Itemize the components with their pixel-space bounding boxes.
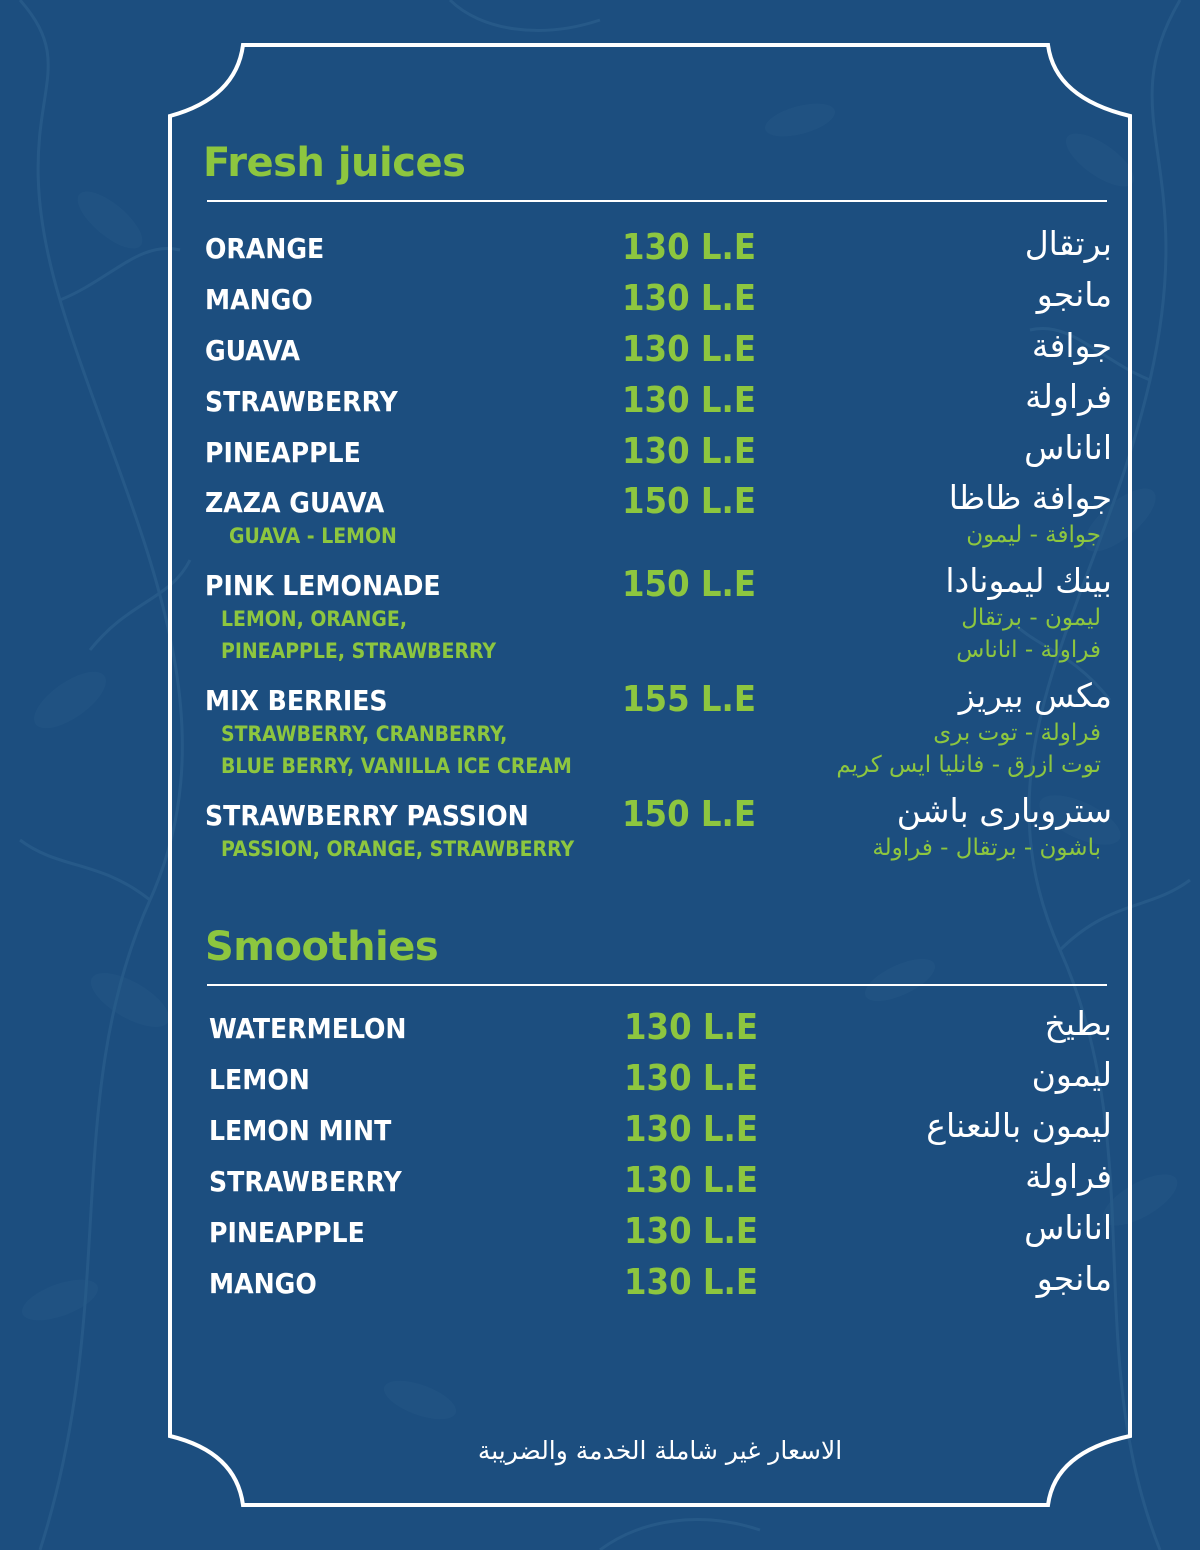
- item-name-ar: ليمون بالنعناع: [926, 1106, 1112, 1145]
- item-ingredients-en: LEMON, ORANGE,: [221, 607, 408, 631]
- item-name-en: LEMON: [209, 1063, 310, 1096]
- item-price: 130 L.E: [624, 1109, 758, 1150]
- item-name-ar: فراولة: [1025, 1157, 1112, 1196]
- item-name-ar: اناناس: [1024, 1208, 1112, 1247]
- item-name-ar: جوافة: [1031, 326, 1112, 365]
- item-name-ar: ستروبارى باشن: [896, 791, 1112, 830]
- item-name-en: ZAZA GUAVA: [205, 486, 385, 519]
- item-name-en: STRAWBERRY: [205, 385, 398, 418]
- item-name-en: PINK LEMONADE: [205, 569, 441, 602]
- item-ingredients-ar: جوافة - ليمون: [966, 522, 1101, 548]
- item-ingredients-en: PINEAPPLE, STRAWBERRY: [221, 639, 497, 663]
- item-price: 130 L.E: [622, 227, 756, 268]
- item-price: 130 L.E: [624, 1007, 758, 1048]
- item-price: 150 L.E: [622, 794, 756, 835]
- item-price: 130 L.E: [624, 1160, 758, 1201]
- item-name-en: PINEAPPLE: [209, 1216, 365, 1249]
- item-ingredients-en: GUAVA - LEMON: [229, 524, 397, 548]
- item-ingredients-ar: فراولة - اناناس: [956, 637, 1101, 663]
- item-price: 130 L.E: [622, 278, 756, 319]
- item-ingredients-en: BLUE BERRY, VANILLA ICE CREAM: [221, 754, 572, 778]
- item-name-ar: بطيخ: [1044, 1004, 1112, 1043]
- item-ingredients-ar: فراولة - توت برى: [933, 720, 1101, 746]
- item-price: 155 L.E: [622, 679, 756, 720]
- item-price: 150 L.E: [622, 481, 756, 522]
- item-ingredients-ar: ليمون - برتقال: [961, 605, 1101, 631]
- item-name-ar: فراولة: [1025, 377, 1112, 416]
- item-name-en: MANGO: [209, 1267, 317, 1300]
- item-name-ar: مكس بيريز: [958, 676, 1112, 715]
- item-price: 130 L.E: [622, 380, 756, 421]
- item-ingredients-en: STRAWBERRY, CRANBERRY,: [221, 722, 508, 746]
- item-name-en: GUAVA: [205, 334, 300, 367]
- section-divider: [207, 984, 1107, 986]
- item-ingredients-en: PASSION, ORANGE, STRAWBERRY: [221, 837, 575, 861]
- section-title: Smoothies: [205, 924, 439, 970]
- item-name-en: PINEAPPLE: [205, 436, 361, 469]
- item-name-en: ORANGE: [205, 232, 325, 265]
- item-price: 130 L.E: [622, 329, 756, 370]
- item-name-ar: اناناس: [1024, 428, 1112, 467]
- price-disclaimer: الاسعار غير شاملة الخدمة والضريبة: [477, 1436, 843, 1465]
- item-price: 130 L.E: [622, 431, 756, 472]
- item-name-en: MIX BERRIES: [205, 684, 388, 717]
- item-name-en: MANGO: [205, 283, 313, 316]
- item-ingredients-ar: توت ازرق - فانليا ايس كريم: [836, 752, 1101, 778]
- item-name-ar: مانجو: [1036, 275, 1112, 314]
- section-divider: [207, 200, 1107, 202]
- item-name-ar: برتقال: [1024, 224, 1112, 263]
- item-name-en: STRAWBERRY PASSION: [205, 799, 529, 832]
- item-ingredients-ar: باشون - برتقال - فراولة: [872, 835, 1101, 861]
- item-name-en: WATERMELON: [209, 1012, 407, 1045]
- section-title: Fresh juices: [203, 140, 466, 186]
- item-price: 130 L.E: [624, 1211, 758, 1252]
- item-name-en: STRAWBERRY: [209, 1165, 402, 1198]
- item-price: 130 L.E: [624, 1262, 758, 1303]
- item-name-ar: بينك ليمونادا: [945, 561, 1112, 600]
- item-price: 130 L.E: [624, 1058, 758, 1099]
- item-name-ar: مانجو: [1036, 1259, 1112, 1298]
- item-name-ar: ليمون: [1031, 1055, 1112, 1094]
- item-name-ar: جوافة ظاظا: [948, 478, 1112, 517]
- item-price: 150 L.E: [622, 564, 756, 605]
- item-name-en: LEMON MINT: [209, 1114, 392, 1147]
